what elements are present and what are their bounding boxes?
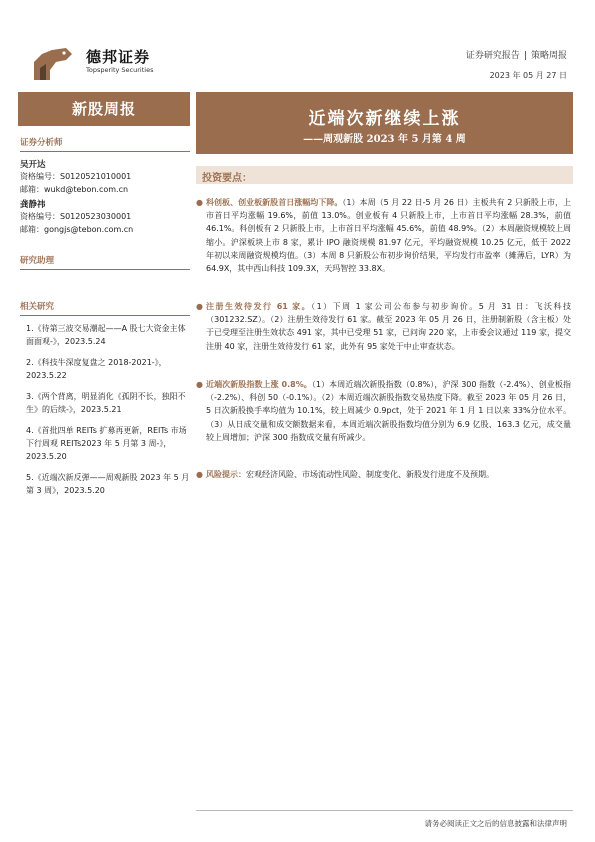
- report-subtitle: ——周观新股 2023 年 5 月第 4 周: [303, 134, 466, 145]
- investment-point: [196, 196, 571, 275]
- investment-points-heading: 投资要点：: [202, 173, 252, 184]
- investment-point: [196, 378, 571, 444]
- point-text: （1）本周（5 月 22 日-5 月 26 日）主板共有 2 只新股上市，上市首日平均涨幅 19.6%，前值 13.0%。创业板有 4 只新股上市，上市首日平均涨幅 28.3%，前值 46.1%。科创板有 2 只新股上市，上市首日平均涨幅 45.6%，前值 48.9%。（2）本周融资规模较上周缩小。沪深板块上市 8 家，累计 IPO 融资规模 81.97 亿元，平均融资规模 10.25 亿元，低于 2022 年初以来周融资规模均值。（3）本周 8 只新股公布初步询价结果，平均发行市盈率（摊薄后，LYR）为 64.9X，其中西山科技 109.3X，天玛智控 33.8X。: [206, 198, 571, 274]
- brand-english-name: Topsperity Securities: [86, 66, 154, 74]
- point-lead: 科创板、创业板新股首日涨幅均下降。: [206, 198, 343, 207]
- analyst-cert: 资格编号：S0120521010001: [20, 172, 132, 181]
- investment-point: [196, 468, 571, 481]
- analyst-card: [20, 198, 190, 236]
- analyst-email: 邮箱：gongjs@tebon.com.cn: [20, 225, 134, 234]
- footer-divider: [196, 810, 573, 811]
- analyst-name: 吴开达: [20, 160, 46, 170]
- analyst-name: 龚静祎: [20, 200, 46, 210]
- column-title-band: [18, 92, 190, 126]
- analyst-cert: 资格编号：S0120523030001: [20, 212, 132, 221]
- report-type: [466, 48, 567, 61]
- sidebar: [20, 136, 190, 505]
- report-type-secondary: 策略周报: [530, 51, 567, 61]
- point-lead: 风险提示：: [206, 470, 246, 479]
- analyst-section-heading: 证券分析师: [20, 136, 190, 152]
- related-research-link[interactable]: 3.《两个背离，明显消化《孤阴不长，独阳不生》的后续-》，2023.5.21: [26, 392, 186, 414]
- point-lead: 注册生效待发行 61 家。: [206, 302, 312, 311]
- company-logo: [26, 40, 76, 88]
- point-text: （1）本周近端次新股指数（0.8%），沪深 300 指数（-2.4%）、创业板指（-2.2%）、科创 50（-0.1%）。（2）本周近端次新股指数交易热度下降。截至 2023 年 05 月 26 日，5 日次新股换手率均值为 10.1%，较上周减少 0.9pct，处于 2021 年 1 月 1 日以来 33%分位水平。（3）从日成交量和成交额数据来看，本周近端次新股指数均值分别为 6.9 亿股、163.3 亿元，成交量较上周增加；沪深 300 指数成交量有所减少。: [206, 380, 571, 442]
- assistant-section-heading: 研究助理: [20, 254, 190, 270]
- bullet-icon: ●: [196, 198, 203, 207]
- related-research-link[interactable]: 5.《近端次新反弹——周观新股 2023 年 5 月第 3 周》，2023.5.20: [26, 473, 190, 495]
- title-band: [196, 92, 573, 154]
- point-text: 宏观经济风险、市场流动性风险、制度变化、新股发行进度不及预期。: [246, 470, 494, 479]
- related-research-link[interactable]: 1.《待第三波交易潮起——A 股七大资金主体面面观-》，2023.5.24: [26, 324, 186, 346]
- investment-points-heading-bar: [196, 166, 573, 184]
- disclaimer-footer: 请务必阅读正文之后的信息披露和法律声明: [424, 819, 567, 828]
- related-research-list: [20, 322, 190, 497]
- report-type-primary: 证券研究报告: [465, 51, 520, 61]
- analyst-email: 邮箱：wukd@tebon.com.cn: [20, 185, 129, 194]
- analyst-card: [20, 158, 190, 196]
- bullet-icon: ●: [196, 380, 203, 389]
- bullet-icon: ●: [196, 470, 203, 479]
- bullet-icon: ●: [196, 302, 203, 311]
- brand-name: 德邦证券: [86, 48, 151, 66]
- related-research-link[interactable]: 4.《首批四单 REITs 扩募再更新，REITs 市场下行周观 REITs2023 年 5 月第 3 周-》，2023.5.20: [26, 426, 187, 461]
- related-section-heading: 相关研究: [20, 300, 190, 316]
- report-type-separator: |: [523, 51, 527, 61]
- point-text: （1）下周 1 家公司公布参与初步询价。5 月 31 日：飞沃科技（301232.SZ）。（2）注册生效待发行 61 家。截至 2023 年 05 月 26 日，注册制新股（含主板）处于已受理至注册生效状态 491 家，其中已受理 51 家，已问询 220 家，上市委会议通过 119 家，提交注册 40 家，注册生效待发行 61 家，此外有 95 家处于中止审查状态。: [206, 302, 572, 351]
- report-title: 近端次新继续上涨: [308, 109, 461, 129]
- column-title: 新股周报: [71, 100, 136, 118]
- point-lead: 近端次新股指数上涨 0.8%。: [206, 380, 312, 389]
- investment-point: [196, 300, 572, 353]
- related-research-link[interactable]: 2.《科技牛深度复盘之 2018-2021-》，2023.5.22: [26, 358, 167, 380]
- report-date: 2023 年 05 月 27 日: [489, 71, 567, 80]
